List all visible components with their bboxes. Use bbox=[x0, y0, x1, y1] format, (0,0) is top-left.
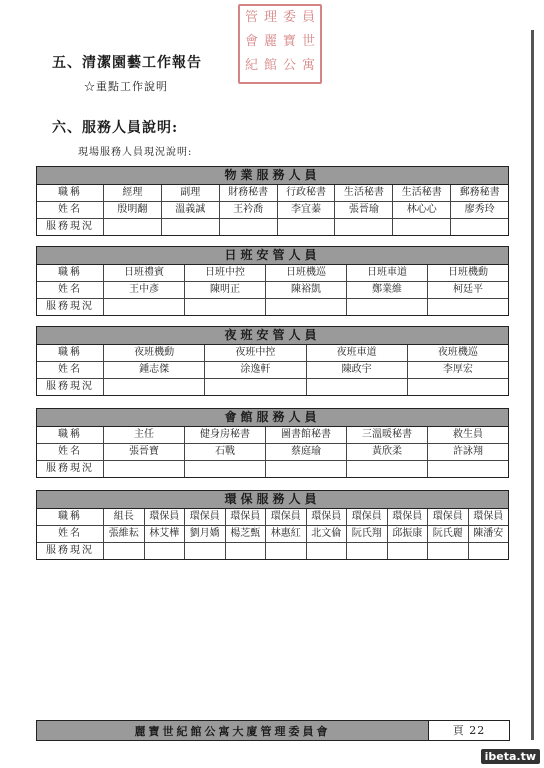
row-header: 服務現況 bbox=[37, 543, 104, 559]
table-row bbox=[37, 185, 508, 202]
row-cells bbox=[104, 444, 508, 460]
table-row bbox=[37, 526, 508, 543]
right-border-line bbox=[531, 30, 534, 740]
seal-char: 寶 bbox=[282, 34, 296, 49]
role-cell: 生活秘書 bbox=[335, 185, 393, 201]
name-cell: 楊芝甄 bbox=[226, 526, 267, 542]
committee-seal bbox=[238, 4, 322, 84]
role-cell: 夜班機動 bbox=[104, 345, 205, 361]
name-cell: 鄭業維 bbox=[347, 282, 428, 298]
name-cell: 劉月嬌 bbox=[185, 526, 226, 542]
status-cell bbox=[104, 461, 185, 477]
seal-char: 寓 bbox=[301, 58, 315, 73]
status-cell bbox=[266, 461, 347, 477]
role-cell: 日班機動 bbox=[448, 267, 488, 278]
row-header: 職稱 bbox=[37, 345, 104, 361]
status-cell bbox=[388, 543, 429, 559]
seal-char: 會 bbox=[244, 34, 258, 49]
name-cell: 陳政宇 bbox=[307, 362, 408, 378]
row-cells bbox=[104, 185, 508, 201]
seal-char: 員 bbox=[301, 10, 315, 25]
table-title: 夜班安管人員 bbox=[37, 327, 508, 345]
name-cell: 阮氏翔 bbox=[347, 526, 388, 542]
row-cells bbox=[104, 461, 508, 477]
name-cell: 石戰 bbox=[185, 444, 266, 460]
status-cell bbox=[335, 219, 393, 235]
row-header: 姓名 bbox=[37, 202, 104, 218]
row-cells bbox=[104, 202, 508, 218]
row-cells bbox=[104, 219, 508, 235]
status-cell bbox=[162, 219, 220, 235]
role-cell: 夜班中控 bbox=[205, 345, 306, 361]
table-row bbox=[37, 543, 508, 559]
status-cell bbox=[266, 543, 307, 559]
name-cell: 陳裕凱 bbox=[266, 282, 347, 298]
status-cell bbox=[104, 543, 145, 559]
name-cell: 王中彥 bbox=[104, 282, 185, 298]
role-cell: 救生員 bbox=[453, 429, 483, 440]
seal-char: 管 bbox=[244, 10, 258, 25]
role-cell: 環保員 bbox=[347, 509, 388, 525]
name-cell: 廖秀玲 bbox=[464, 204, 495, 215]
seal-char: 委 bbox=[282, 10, 296, 25]
seal-char: 世 bbox=[301, 34, 315, 49]
role-cell: 夜班機巡 bbox=[437, 347, 478, 358]
name-cell: 黃欣柔 bbox=[347, 444, 428, 460]
seal-char: 理 bbox=[263, 10, 277, 25]
role-cell: 圖書館秘書 bbox=[266, 427, 347, 443]
table-row bbox=[37, 265, 508, 282]
status-cell bbox=[145, 543, 186, 559]
section-5-title: 五、清潔園藝工作報告 bbox=[52, 55, 202, 71]
row-cells bbox=[104, 379, 508, 395]
role-cell: 環保員 bbox=[266, 509, 307, 525]
staff-table bbox=[36, 246, 509, 316]
status-cell bbox=[307, 379, 408, 395]
row-cells bbox=[104, 509, 508, 525]
status-cell bbox=[408, 379, 508, 395]
section-5-note: ☆重點工作說明 bbox=[84, 80, 168, 93]
status-cell bbox=[226, 543, 267, 559]
role-cell: 環保員 bbox=[428, 509, 469, 525]
status-cell bbox=[266, 299, 347, 315]
status-cell bbox=[428, 543, 469, 559]
row-cells bbox=[104, 345, 508, 361]
role-cell: 健身房秘書 bbox=[185, 427, 266, 443]
table-title: 物業服務人員 bbox=[37, 167, 508, 185]
name-cell: 蔡庭瑜 bbox=[266, 444, 347, 460]
status-cell bbox=[347, 299, 428, 315]
table-row bbox=[37, 219, 508, 235]
status-cell bbox=[220, 219, 278, 235]
name-cell: 陳潘安 bbox=[473, 528, 504, 539]
table-row bbox=[37, 299, 508, 315]
status-cell bbox=[393, 219, 451, 235]
role-cell: 環保員 bbox=[145, 509, 186, 525]
role-cell: 環保員 bbox=[388, 509, 429, 525]
page-number: 頁 22 bbox=[428, 721, 509, 740]
role-cell: 郵務秘書 bbox=[459, 187, 500, 198]
row-header: 姓名 bbox=[37, 362, 104, 378]
table-title: 環保服務人員 bbox=[37, 491, 508, 509]
name-cell: 殷明翻 bbox=[104, 202, 162, 218]
row-cells bbox=[104, 265, 508, 281]
status-cell bbox=[185, 299, 266, 315]
status-cell bbox=[469, 543, 509, 559]
status-cell bbox=[347, 543, 388, 559]
role-cell: 組長 bbox=[104, 509, 145, 525]
status-cell bbox=[205, 379, 306, 395]
name-cell: 林惠紅 bbox=[266, 526, 307, 542]
status-cell bbox=[185, 543, 226, 559]
row-cells bbox=[104, 282, 508, 298]
page-footer bbox=[36, 720, 510, 741]
table-row bbox=[37, 345, 508, 362]
name-cell: 溫義誠 bbox=[162, 202, 220, 218]
name-cell: 張維耘 bbox=[104, 526, 145, 542]
role-cell: 日班中控 bbox=[185, 265, 266, 281]
status-cell bbox=[428, 299, 508, 315]
row-header: 職稱 bbox=[37, 265, 104, 281]
role-cell: 行政秘書 bbox=[278, 185, 336, 201]
table-title: 日班安管人員 bbox=[37, 247, 508, 265]
staff-table bbox=[36, 408, 509, 478]
role-cell: 日班車道 bbox=[347, 265, 428, 281]
staff-table bbox=[36, 166, 509, 236]
row-cells bbox=[104, 299, 508, 315]
role-cell: 經理 bbox=[104, 185, 162, 201]
row-header: 服務現況 bbox=[37, 379, 104, 395]
name-cell: 邱振康 bbox=[388, 526, 429, 542]
role-cell: 三溫暖秘書 bbox=[347, 427, 428, 443]
table-row bbox=[37, 444, 508, 461]
role-cell: 環保員 bbox=[226, 509, 267, 525]
footer-organization: 麗寶世紀館公寓大廈管理委員會 bbox=[134, 724, 331, 738]
seal-char: 紀 bbox=[244, 58, 258, 73]
seal-char: 公 bbox=[282, 58, 296, 73]
table-row bbox=[37, 509, 508, 526]
name-cell: 林心心 bbox=[393, 202, 451, 218]
status-cell bbox=[428, 461, 508, 477]
row-header: 職稱 bbox=[37, 185, 104, 201]
status-cell bbox=[451, 219, 508, 235]
row-header: 姓名 bbox=[37, 526, 104, 542]
table-row bbox=[37, 362, 508, 379]
row-header: 服務現況 bbox=[37, 461, 104, 477]
seal-char: 館 bbox=[263, 58, 277, 73]
status-cell bbox=[104, 219, 162, 235]
table-row bbox=[37, 379, 508, 395]
section-6-note: 現場服務人員現況說明: bbox=[78, 147, 193, 158]
role-cell: 生活秘書 bbox=[393, 185, 451, 201]
table-row bbox=[37, 202, 508, 219]
table-row bbox=[37, 461, 508, 477]
row-header: 姓名 bbox=[37, 444, 104, 460]
section-6-title: 六、服務人員說明: bbox=[52, 120, 179, 136]
name-cell: 張晉寶 bbox=[104, 444, 185, 460]
role-cell: 財務秘書 bbox=[220, 185, 278, 201]
role-cell: 日班禮賓 bbox=[104, 265, 185, 281]
name-cell: 阮氏麗 bbox=[428, 526, 469, 542]
row-header: 職稱 bbox=[37, 509, 104, 525]
name-cell: 涂逸軒 bbox=[205, 362, 306, 378]
role-cell: 環保員 bbox=[473, 511, 504, 522]
seal-char: 麗 bbox=[263, 34, 277, 49]
name-cell: 李厚宏 bbox=[442, 364, 473, 375]
role-cell: 環保員 bbox=[307, 509, 348, 525]
row-cells bbox=[104, 526, 508, 542]
staff-table bbox=[36, 490, 509, 560]
row-header: 服務現況 bbox=[37, 299, 104, 315]
status-cell bbox=[347, 461, 428, 477]
status-cell bbox=[104, 299, 185, 315]
name-cell: 柯廷平 bbox=[453, 284, 483, 295]
role-cell: 夜班車道 bbox=[307, 345, 408, 361]
row-cells bbox=[104, 543, 508, 559]
status-cell bbox=[185, 461, 266, 477]
name-cell: 李宜蓁 bbox=[278, 202, 336, 218]
table-row bbox=[37, 282, 508, 299]
staff-table bbox=[36, 326, 509, 396]
status-cell bbox=[307, 543, 348, 559]
role-cell: 日班機巡 bbox=[266, 265, 347, 281]
table-title: 會館服務人員 bbox=[37, 409, 508, 427]
row-cells bbox=[104, 362, 508, 378]
name-cell: 張晉瑜 bbox=[335, 202, 393, 218]
role-cell: 副理 bbox=[162, 185, 220, 201]
watermark-label: ibeta.tw bbox=[481, 749, 540, 764]
status-cell bbox=[278, 219, 336, 235]
row-header: 姓名 bbox=[37, 282, 104, 298]
name-cell: 鍾志傑 bbox=[104, 362, 205, 378]
row-header: 服務現況 bbox=[37, 219, 104, 235]
name-cell: 林艾樺 bbox=[145, 526, 186, 542]
name-cell: 北文倫 bbox=[307, 526, 348, 542]
status-cell bbox=[104, 379, 205, 395]
name-cell: 許詠翔 bbox=[453, 446, 483, 457]
name-cell: 王衿喬 bbox=[220, 202, 278, 218]
row-cells bbox=[104, 427, 508, 443]
row-header: 職稱 bbox=[37, 427, 104, 443]
role-cell: 環保員 bbox=[185, 509, 226, 525]
name-cell: 陳明正 bbox=[185, 282, 266, 298]
table-row bbox=[37, 427, 508, 444]
role-cell: 主任 bbox=[104, 427, 185, 443]
